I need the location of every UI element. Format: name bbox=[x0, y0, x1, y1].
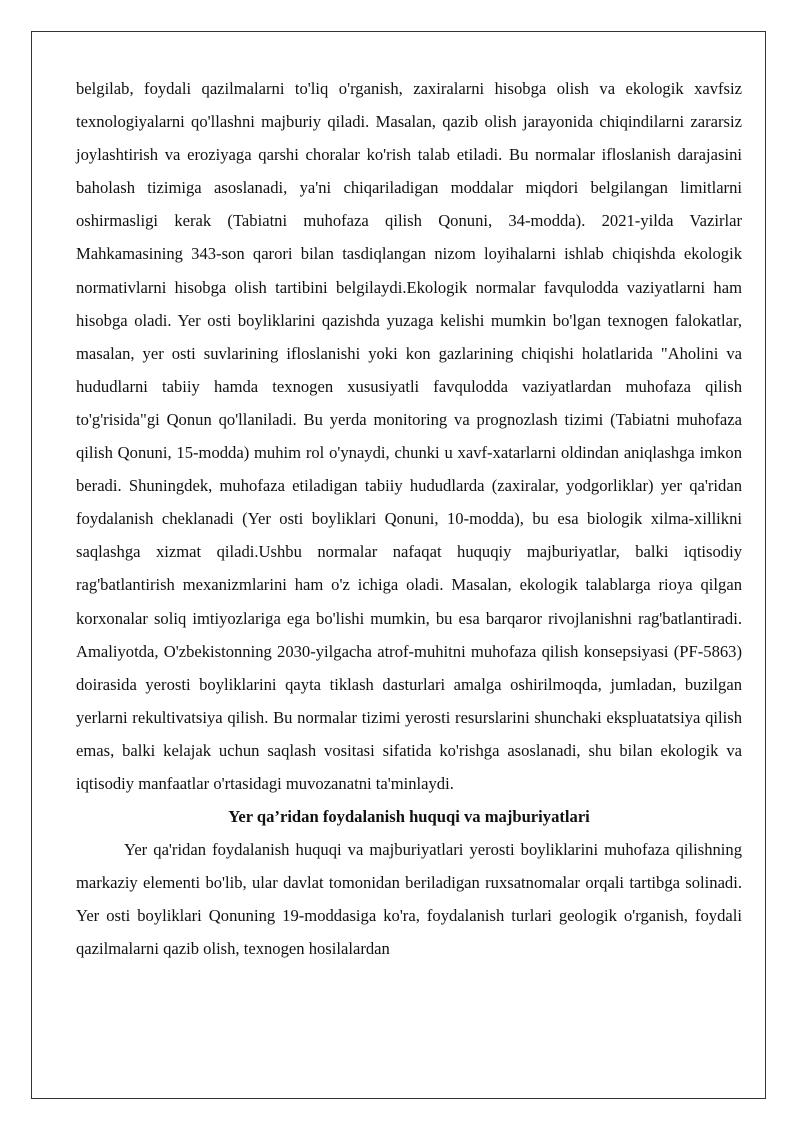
body-paragraph: belgilab, foydali qazilmalarni to'liq o'rganish, zaxiralarni hisobga olish va ekologik xavfsiz texnologiyalarni qo'llashni majburiy qiladi. Masalan, qazib olish jarayonida chiqindilarni zararsiz joylashtirish va eroziyaga qarshi choralar ko'rish talab etiladi. Bu normalar ifloslanish darajasini baholash tizimiga asoslanadi, ya'ni chiqariladigan moddalar miqdori belgilangan limitlarni oshirmasligi kerak (Tabiatni muhofaza qilish Qonuni, 34-modda). 2021-yilda Vazirlar Mahkamasining 343-son qarori bilan tasdiqlangan nizom loyihalarni ishlab chiqishda ekologik normativlarni hisobga olish tartibini belgilaydi.Ekologik normalar favqulodda vaziyatlarni ham hisobga oladi. Yer osti boyliklarini qazishda yuzaga kelishi mumkin bo'lgan texnogen falokatlar, masalan, yer osti suvlarining ifloslanishi yoki kon gazlarining chiqishi holatlarida "Aholini va hududlarni tabiiy hamda texnogen xususiyatli favqulodda vaziyatlardan muhofaza qilish to'g'risida"gi Qonun qo'llaniladi. Bu yerda monitoring va prognozlash tizimi (Tabiatni muhofaza qilish Qonuni, 15-modda) muhim rol o'ynaydi, chunki u xavf-xatarlarni oldindan aniqlashga imkon beradi. Shuningdek, muhofaza etiladigan tabiiy hududlarda (zaxiralar, yodgorliklar) yer qa'ridan foydalanish cheklanadi (Yer osti boyliklari Qonuni, 10-modda), bu esa biologik xilma-xillikni saqlashga xizmat qiladi.Ushbu normalar nafaqat huquqiy majburiyatlar, balki iqtisodiy rag'batlantirish mexanizmlarini ham o'z ichiga oladi. Masalan, ekologik talablarga rioya qilgan korxonalar soliq imtiyozlariga ega bo'lishi mumkin, bu esa barqaror rivojlanishni rag'batlantiradi. Amaliyotda, O'zbekistonning 2030-yilgacha atrof-muhitni muhofaza qilish konsepsiyasi (PF-5863) doirasida yerosti boyliklarini qayta tiklash dasturlari amalga oshirilmoqda, jumladan, buzilgan yerlarni rekultivatsiya qilish. Bu normalar tizimi yerosti resurslarini shunchaki ekspluatatsiya qilish emas, balki kelajak uchun saqlash vositasi sifatida ko'rishga asoslanadi, shu bilan ekologik va iqtisodiy manfaatlar o'rtasidagi muvozanatni ta'minlaydi. bbox=[76, 79, 742, 793]
section-heading: Yer qa’ridan foydalanish huquqi va majburiyatlari bbox=[228, 807, 590, 827]
document-body bbox=[76, 72, 742, 966]
body-paragraph: Yer qa'ridan foydalanish huquqi va majburiyatlari yerosti boyliklarini muhofaza qilishning markaziy elementi bo'lib, ular davlat tomonidan beriladigan ruxsatnomalar orqali tartibga solinadi. Yer osti boyliklari Qonuning 19-moddasiga ko'ra, foydalanish turlari geologik o'rganish, foydali qazilmalarni qazib olish, texnogen hosilalardan bbox=[76, 840, 742, 959]
